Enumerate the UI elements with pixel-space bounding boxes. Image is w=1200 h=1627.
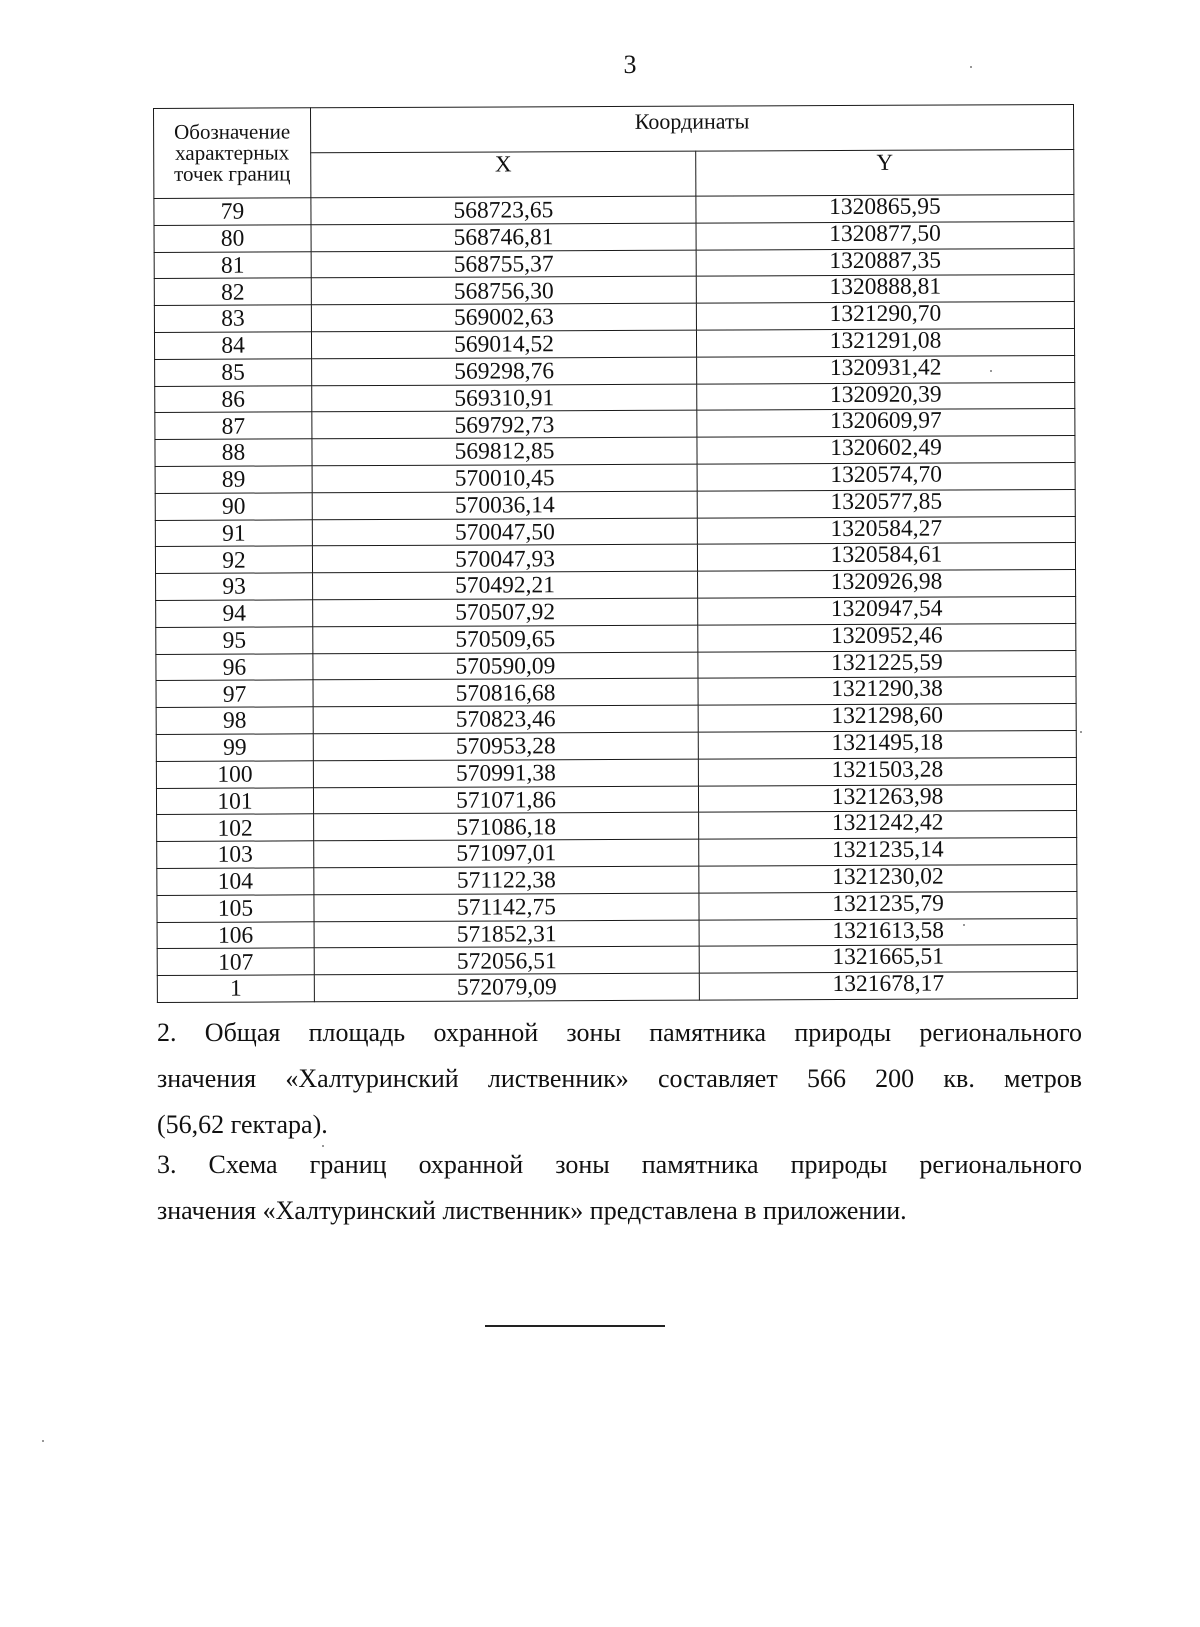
point-cell: 104 [157, 868, 314, 895]
point-cell: 95 [156, 627, 313, 654]
x-cell: 571142,75 [314, 893, 699, 921]
x-cell: 569310,91 [312, 384, 697, 412]
y-cell: 1321225,59 [698, 650, 1076, 678]
point-cell: 97 [156, 680, 313, 707]
point-cell: 91 [155, 519, 312, 546]
x-cell: 570590,09 [313, 652, 698, 680]
point-cell: 94 [156, 600, 313, 627]
x-cell: 570509,65 [313, 625, 698, 653]
y-cell: 1320602,49 [697, 436, 1075, 464]
x-cell: 570047,93 [312, 544, 697, 572]
x-cell: 569812,85 [312, 437, 697, 465]
point-cell: 82 [154, 278, 311, 305]
scan-speck [42, 1440, 44, 1442]
y-cell: 1321495,18 [698, 730, 1076, 758]
table-body [154, 194, 1077, 1002]
x-cell: 571086,18 [314, 812, 699, 840]
y-cell: 1321235,79 [699, 891, 1077, 919]
paragraph-line: 3. Схема границ охранной зоны памятника природы регионального [157, 1150, 1082, 1179]
y-cell: 1321678,17 [699, 972, 1077, 1000]
x-cell: 570047,50 [312, 518, 697, 546]
y-cell: 1321665,51 [699, 945, 1077, 973]
point-cell: 106 [157, 921, 314, 948]
paragraph-line: 2. Общая площадь охранной зоны памятника природы регионального [157, 1018, 1082, 1047]
point-cell: 88 [155, 439, 312, 466]
x-cell: 572079,09 [314, 973, 699, 1001]
x-cell: 570010,45 [312, 464, 697, 492]
paragraph-total-area [157, 1010, 1082, 1148]
x-cell: 571097,01 [314, 839, 699, 867]
x-cell: 568755,37 [311, 250, 696, 278]
x-cell: 569298,76 [312, 357, 697, 385]
point-cell: 103 [157, 841, 314, 868]
x-cell: 570953,28 [313, 732, 698, 760]
x-cell: 570036,14 [312, 491, 697, 519]
y-cell: 1321298,60 [698, 704, 1076, 732]
header-coordinates: Координаты [311, 104, 1074, 152]
point-cell: 101 [156, 787, 313, 814]
y-cell: 1321263,98 [698, 784, 1076, 812]
x-cell: 572056,51 [314, 946, 699, 974]
point-cell: 100 [156, 761, 313, 788]
x-cell: 568756,30 [311, 277, 696, 305]
scan-speck [963, 924, 965, 926]
x-cell: 570492,21 [313, 571, 698, 599]
point-cell: 87 [155, 412, 312, 439]
y-cell: 1321503,28 [698, 757, 1076, 785]
paragraph-line: (56,62 гектара). [157, 1110, 328, 1139]
scan-speck [322, 1145, 324, 1147]
x-cell: 570823,46 [313, 705, 698, 733]
x-cell: 570816,68 [313, 678, 698, 706]
y-cell: 1320888,81 [696, 275, 1074, 303]
y-cell: 1321230,02 [699, 864, 1077, 892]
point-cell: 84 [154, 332, 311, 359]
y-cell: 1320577,85 [697, 489, 1075, 517]
point-cell: 81 [154, 251, 311, 278]
header-point-line: характерных [175, 140, 290, 165]
y-cell: 1320574,70 [697, 462, 1075, 490]
y-cell: 1320952,46 [698, 623, 1076, 651]
y-cell: 1320584,27 [697, 516, 1075, 544]
y-cell: 1321613,58 [699, 918, 1077, 946]
x-cell: 569002,63 [311, 303, 696, 331]
x-cell: 571071,86 [313, 786, 698, 814]
y-cell: 1320584,61 [697, 543, 1075, 571]
y-cell: 1321242,42 [699, 811, 1077, 839]
point-cell: 86 [155, 385, 312, 412]
x-cell: 568746,81 [311, 223, 696, 251]
point-cell: 99 [156, 734, 313, 761]
point-cell: 92 [155, 546, 312, 573]
header-y: Y [696, 149, 1074, 196]
point-cell: 105 [157, 895, 314, 922]
end-of-document-rule [485, 1325, 665, 1327]
paragraph-boundary-scheme [157, 1142, 1082, 1234]
y-cell: 1320947,54 [698, 596, 1076, 624]
scan-speck [1080, 731, 1082, 733]
paragraph-line: значения «Халтуринский лиственник» составляет 566 200 кв. метров [157, 1064, 1082, 1093]
y-cell: 1320865,95 [696, 194, 1074, 222]
x-cell: 569014,52 [311, 330, 696, 358]
point-cell: 1 [157, 975, 314, 1002]
point-cell: 107 [157, 948, 314, 975]
boundary-coordinates-table [153, 104, 1078, 1003]
y-cell: 1320926,98 [698, 570, 1076, 598]
x-cell: 571122,38 [314, 866, 699, 894]
scan-speck [970, 66, 972, 68]
header-x: X [311, 151, 696, 198]
x-cell: 568723,65 [311, 196, 696, 224]
x-cell: 571852,31 [314, 920, 699, 948]
point-cell: 90 [155, 493, 312, 520]
point-cell: 93 [156, 573, 313, 600]
y-cell: 1321291,08 [696, 328, 1074, 356]
y-cell: 1320920,39 [697, 382, 1075, 410]
y-cell: 1320931,42 [697, 355, 1075, 383]
point-cell: 96 [156, 653, 313, 680]
scan-speck [990, 370, 992, 372]
y-cell: 1321290,38 [698, 677, 1076, 705]
y-cell: 1321290,70 [696, 302, 1074, 330]
y-cell: 1320877,50 [696, 221, 1074, 249]
point-cell: 83 [154, 305, 311, 332]
y-cell: 1320887,35 [696, 248, 1074, 276]
x-cell: 570991,38 [313, 759, 698, 787]
table-row [157, 972, 1077, 1003]
point-cell: 89 [155, 466, 312, 493]
point-cell: 79 [154, 198, 311, 225]
point-cell: 102 [157, 814, 314, 841]
point-cell: 98 [156, 707, 313, 734]
x-cell: 570507,92 [313, 598, 698, 626]
x-cell: 569792,73 [312, 411, 697, 439]
y-cell: 1321235,14 [699, 838, 1077, 866]
point-cell: 80 [154, 225, 311, 252]
y-cell: 1320609,97 [697, 409, 1075, 437]
point-cell: 85 [155, 359, 312, 386]
page-number: 3 [623, 50, 637, 79]
header-point-line: Обозначение [174, 119, 291, 144]
header-point-line: точек границ [174, 161, 291, 186]
header-point-designation [154, 108, 311, 199]
paragraph-line: значения «Халтуринский лиственник» представлена в приложении. [157, 1196, 907, 1225]
